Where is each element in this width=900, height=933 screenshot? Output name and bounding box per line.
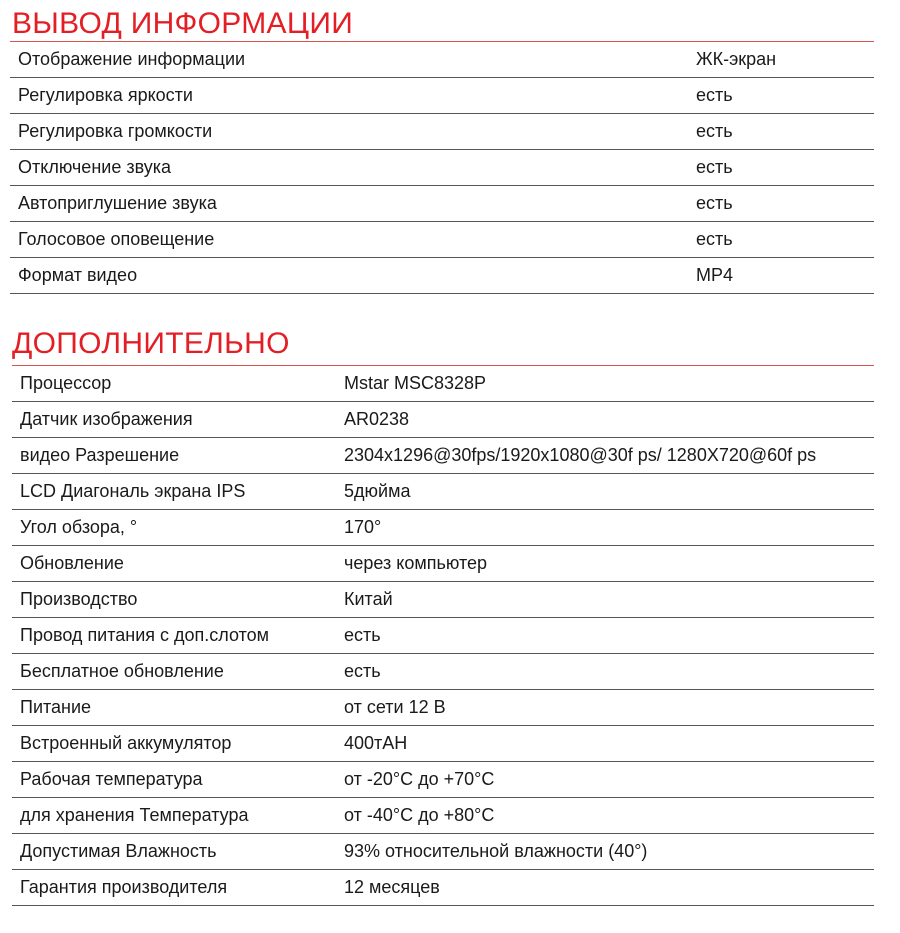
table-row — [12, 582, 874, 618]
row-value: 5дюйма — [344, 481, 411, 501]
row-value: от -40°C до +80°C — [344, 805, 495, 825]
row-value: ЖК-экран — [696, 49, 777, 69]
row-value: есть — [696, 229, 733, 249]
table-row — [12, 618, 874, 654]
row-label: Датчик изображения — [20, 409, 193, 429]
row-label: для хранения Температура — [20, 805, 249, 825]
row-label: Гарантия производителя — [20, 877, 228, 897]
additional-table — [12, 365, 874, 906]
table-row — [12, 654, 874, 690]
row-value: MP4 — [696, 265, 734, 285]
table-row — [12, 510, 874, 546]
row-value: есть — [696, 193, 733, 213]
table-row — [10, 78, 874, 114]
row-value: 2304x1296@30fps/1920x1080@30f ps/ 1280X720@60f ps — [344, 445, 817, 465]
section-title-info-output: ВЫВОД ИНФОРМАЦИИ — [12, 7, 354, 40]
row-value: через компьютер — [344, 553, 488, 573]
table-row — [10, 186, 874, 222]
table-row — [12, 546, 874, 582]
row-label: Питание — [20, 697, 92, 717]
row-label: LCD Диагональ экрана IPS — [20, 481, 246, 501]
info-output-table — [10, 41, 874, 294]
row-label: Допустимая Влажность — [20, 841, 217, 861]
table-row — [12, 762, 874, 798]
table-row — [12, 690, 874, 726]
row-value: есть — [696, 121, 733, 141]
row-label: Отображение информации — [18, 49, 246, 69]
row-label: Отключение звука — [18, 157, 172, 177]
table-row — [12, 366, 874, 402]
row-label: Голосовое оповещение — [18, 229, 215, 249]
row-value: AR0238 — [344, 409, 410, 429]
row-label: Процессор — [20, 373, 112, 393]
row-label: Встроенный аккумулятор — [20, 733, 232, 753]
row-value: 400тАН — [344, 733, 408, 753]
row-value: Китай — [344, 589, 393, 609]
row-value: есть — [344, 661, 381, 681]
table-row — [10, 150, 874, 186]
table-row — [12, 870, 874, 906]
table-row — [10, 258, 874, 294]
row-label: Регулировка яркости — [18, 85, 193, 105]
row-label: Провод питания с доп.слотом — [20, 625, 270, 645]
row-value: есть — [344, 625, 381, 645]
row-label: Обновление — [20, 553, 124, 573]
table-row — [10, 42, 874, 78]
table-row — [12, 798, 874, 834]
row-label: Формат видео — [18, 265, 138, 285]
table-row — [12, 402, 874, 438]
row-value: есть — [696, 157, 733, 177]
row-value: 93% относительной влажности (40°) — [344, 841, 648, 861]
row-value: есть — [696, 85, 733, 105]
table-row — [10, 222, 874, 258]
row-value: 170° — [344, 517, 382, 537]
row-value: от -20°C до +70°C — [344, 769, 495, 789]
row-label: видео Разрешение — [20, 445, 180, 465]
row-label: Угол обзора, ° — [20, 517, 138, 537]
table-row — [12, 438, 874, 474]
table-row — [12, 726, 874, 762]
row-label: Производство — [20, 589, 138, 609]
row-label: Рабочая температура — [20, 769, 203, 789]
row-value: Mstar MSC8328P — [344, 373, 487, 393]
row-label: Бесплатное обновление — [20, 661, 224, 681]
section-title-additional: ДОПОЛНИТЕЛЬНО — [12, 327, 290, 360]
row-value: 12 месяцев — [344, 877, 440, 897]
row-label: Регулировка громкости — [18, 121, 213, 141]
row-label: Автоприглушение звука — [18, 193, 217, 213]
table-row — [12, 474, 874, 510]
row-value: от сети 12 В — [344, 697, 446, 717]
table-row — [12, 834, 874, 870]
table-row — [10, 114, 874, 150]
